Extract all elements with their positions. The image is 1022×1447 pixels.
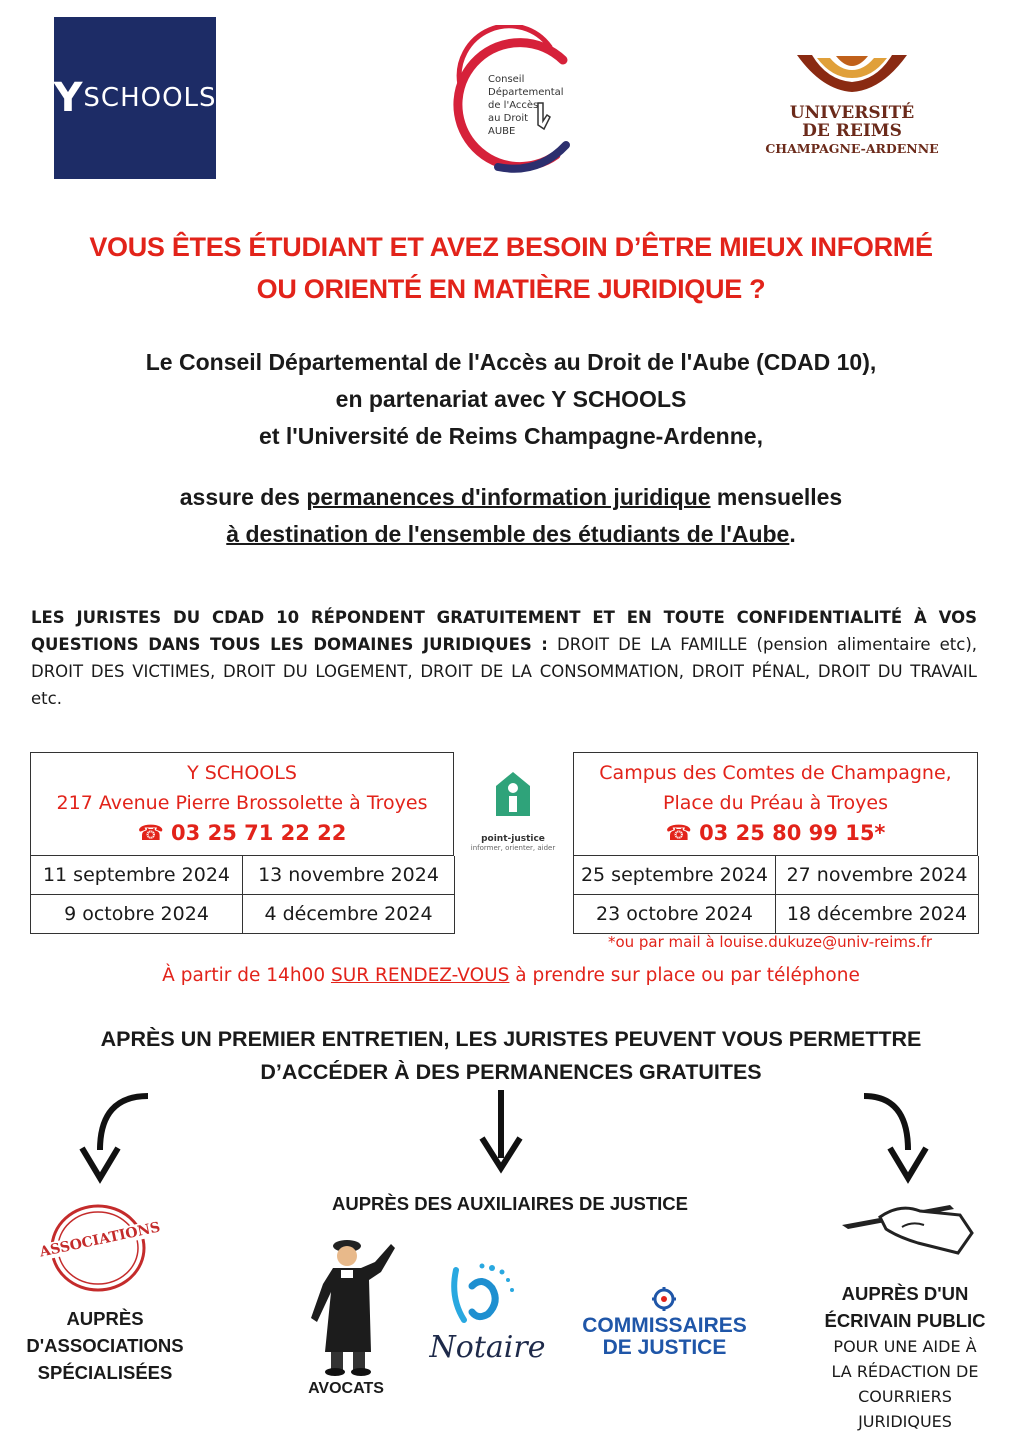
yschools-logo-text: SCHOOLS [83,83,217,113]
cdad-line: Départemental [488,87,564,98]
ecrivain-subtitle [815,1334,995,1434]
left-phone-number: 03 25 71 22 22 [171,821,347,845]
intro-line1: Le Conseil Départemental de l'Accès au Droit de l'Aube (CDAD 10), [145,349,877,375]
point-justice-logo [458,770,568,850]
curved-arrow-left-icon [70,1090,160,1190]
date-cell: 4 décembre 2024 [243,895,455,934]
left-location-text [31,753,453,848]
notaire-text: Notaire [429,1330,546,1365]
associations-label [10,1305,200,1386]
intro-line3: et l'Université de Reims Champagne-Ardenne, [259,423,763,449]
rdv-underlined: SUR RENDEZ-VOUS [330,965,510,986]
body-bold: LES JURISTES DU CDAD 10 RÉPONDENT GRATUITEMENT ET EN TOUTE CONFIDENTIALITÉ À VOS QUESTIONS DANS TOUS LES DOMAINES JURIDIQUES : [31,608,977,654]
commissaires-line2: DE JUSTICE [602,1336,727,1359]
point-justice-line2: informer, orienter, aider [470,844,556,852]
cdad-line: AUBE [488,126,516,137]
assoc-line: D'ASSOCIATIONS [26,1335,184,1356]
apres-line1: APRÈS UN PREMIER ENTRETIEN, LES JURISTES PEUVENT VOUS PERMETTRE [100,1027,922,1051]
date-cell: 25 septembre 2024 [574,856,776,895]
body-normal: DROIT DE LA FAMILLE (pension alimentaire etc), DROIT DES VICTIMES, DROIT DU LOGEMENT, DROIT DE LA CONSOMMATION, DROIT PÉNAL, DROIT DU TRAVAIL etc. [31,635,978,708]
urca-logo [752,50,952,170]
left-location-address: 217 Avenue Pierre Brossolette à Troyes [56,792,428,814]
lawyer-figure [305,1232,400,1377]
associations-stamp [36,1196,166,1296]
assure-pre: assure des [179,484,307,510]
commissaires-line1: COMMISSAIRES [582,1314,747,1337]
point-justice-line1: point-justice [481,834,545,844]
right-location-address: Place du Préau à Troyes [663,792,888,814]
email-footnote: *ou par mail à louise.dukuze@univ-reims.fr [607,933,933,951]
assoc-line: SPÉCIALISÉES [37,1362,173,1383]
notaire-emblem-icon [420,1258,555,1333]
rdv-post: à prendre sur place ou par téléphone [509,965,860,986]
yschools-logo [54,17,216,179]
ecrivain-title-line: ÉCRIVAIN PUBLIC [824,1310,986,1331]
left-location-phone [31,818,453,848]
apres-line2: D’ACCÉDER À DES PERMANENCES GRATUITES [260,1060,762,1084]
date-cell: 9 octobre 2024 [31,895,243,934]
date-cell: 11 septembre 2024 [31,856,243,895]
notaire-logo [420,1258,555,1383]
after-interview-heading [20,1023,1002,1089]
assure-underlined2: à destination de l'ensemble des étudiants de l'Aube [226,521,790,547]
cdad-line: Conseil [488,74,525,85]
left-dates-table [30,856,454,934]
urca-line1: UNIVERSITÉ [789,103,915,123]
phone-icon: ☎ [665,821,692,845]
appointment-note [20,965,1002,986]
date-cell: 18 décembre 2024 [776,895,979,934]
body-paragraph [31,604,977,712]
date-cell: 27 novembre 2024 [776,856,979,895]
intro-line2: en partenariat avec Y SCHOOLS [335,386,687,412]
writing-hand-figure [840,1185,975,1265]
cdad-logo [438,25,578,180]
right-location-name: Campus des Comtes de Champagne, [599,762,952,784]
right-location-phone [574,818,977,848]
right-location-text [574,753,977,848]
auxiliaires-title: AUPRÈS DES AUXILIAIRES DE JUSTICE [331,1193,689,1214]
assure-line2 [20,516,1002,553]
yschools-logo-y: Y [53,75,84,121]
date-cell: 13 novembre 2024 [243,856,455,895]
headline-line1: VOUS ÊTES ÉTUDIANT ET AVEZ BESOIN D’ÊTRE MIEUX INFORMÉ [89,232,933,262]
assure-post1: mensuelles [710,484,843,510]
ecrivain-sub-line: LA RÉDACTION DE [831,1362,979,1381]
commissaires-logo [572,1285,757,1365]
ecrivain-title-line: AUPRÈS D'UN [841,1283,969,1304]
ecrivain-sub-line: JURIDIQUES [858,1412,952,1431]
point-justice-icon [458,770,568,830]
right-phone-number: 03 25 80 99 15* [699,821,886,845]
lawyer-icon [305,1232,400,1377]
writing-hand-icon [840,1185,975,1265]
commissaires-text [572,1315,757,1359]
headline-line2: OU ORIENTÉ EN MATIÈRE JURIDIQUE ? [256,274,766,304]
assure-post2: . [789,521,796,547]
curved-arrow-right-icon [858,1090,948,1190]
down-arrow-icon [476,1088,526,1178]
right-dates-table [573,856,978,934]
left-location-box [30,752,454,856]
assure-line1 [20,479,1002,516]
phone-icon: ☎ [137,821,164,845]
urca-text [752,104,952,158]
associations-stamp-text: ASSOCIATIONS [30,1218,170,1263]
assure-underlined1: permanences d'information juridique [306,484,711,510]
intro [20,344,1002,455]
left-location-name: Y SCHOOLS [187,762,297,784]
assure-statement [20,479,1002,553]
assoc-line: AUPRÈS [66,1308,144,1329]
ecrivain-sub-line: POUR UNE AIDE À [833,1337,977,1356]
rdv-pre: À partir de 14h00 [162,965,331,986]
cdad-line: au Droit [488,113,529,124]
right-location-box [573,752,978,856]
headline [20,226,1002,310]
ecrivain-title [815,1280,995,1334]
urca-line2: DE REIMS [802,121,902,141]
avocats-label: AVOCATS [308,1380,384,1397]
urca-emblem-icon [752,50,952,100]
ecrivain-sub-line: COURRIERS [858,1387,952,1406]
commissaires-emblem-icon [572,1285,757,1313]
date-cell: 23 octobre 2024 [574,895,776,934]
urca-line3: CHAMPAGNE-ARDENNE [765,141,939,156]
cdad-logo-text [488,73,564,138]
cdad-line: de l'Accès [488,100,539,111]
